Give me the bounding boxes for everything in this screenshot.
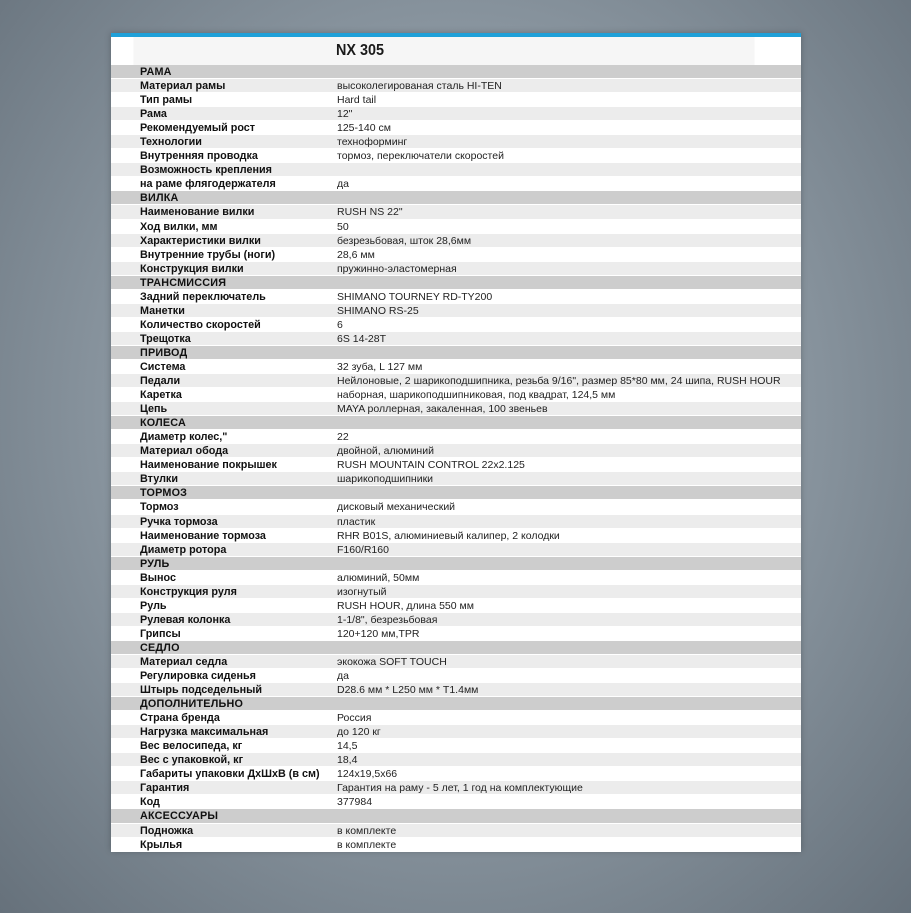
spec-value: высоколегированая сталь HI-TEN xyxy=(337,80,502,93)
spec-label: Гарантия xyxy=(140,782,190,795)
section-title: ТОРМОЗ xyxy=(140,487,188,500)
section-title: КОЛЕСА xyxy=(140,417,187,430)
section-header xyxy=(111,65,801,79)
spec-value: алюминий, 50мм xyxy=(337,571,420,584)
spec-label: Наименование тормоза xyxy=(140,529,266,542)
section-title: СЕДЛО xyxy=(140,641,180,654)
section-header xyxy=(111,641,801,655)
spec-label: Вес с упаковкой, кг xyxy=(140,754,244,767)
spec-row xyxy=(111,739,801,753)
spec-value: 32 зуба, L 127 мм xyxy=(337,360,423,373)
spec-row xyxy=(111,753,801,767)
spec-row xyxy=(111,107,801,121)
spec-row xyxy=(111,529,801,543)
spec-row xyxy=(111,571,801,585)
spec-row xyxy=(111,838,801,852)
spec-value: в комплекте xyxy=(337,824,397,837)
spec-label: Трещотка xyxy=(140,332,191,345)
spec-row xyxy=(111,79,801,93)
spec-label: Диаметр ротора xyxy=(140,543,227,556)
spec-row xyxy=(111,824,801,838)
spec-row xyxy=(111,472,801,486)
spec-sheet xyxy=(111,33,801,851)
spec-label: Конструкция вилки xyxy=(140,262,244,275)
spec-value: 377984 xyxy=(337,796,373,809)
spec-value: изогнутый xyxy=(337,585,387,598)
spec-value: Россия xyxy=(337,712,372,725)
spec-row xyxy=(111,767,801,781)
spec-row xyxy=(111,711,801,725)
spec-value: 120+120 мм,TPR xyxy=(337,627,420,640)
spec-row xyxy=(111,402,801,416)
spec-value: в комплекте xyxy=(337,838,397,851)
spec-label: Система xyxy=(140,360,186,373)
spec-row xyxy=(111,248,801,262)
spec-label: Внутренняя проводка xyxy=(140,150,258,163)
section-title: ТРАНСМИССИЯ xyxy=(140,276,227,289)
spec-value: шарикоподшипники xyxy=(337,473,434,486)
spec-row xyxy=(111,332,801,346)
spec-value: 1-1/8", безрезьбовая xyxy=(337,613,438,626)
section-header xyxy=(111,276,801,290)
spec-row xyxy=(111,795,801,809)
spec-row xyxy=(111,655,801,669)
section-header xyxy=(111,191,801,205)
spec-row xyxy=(111,444,801,458)
spec-row xyxy=(111,669,801,683)
spec-value: Нейлоновые, 2 шарикоподшипника, резьба 9/16", размер 85*80 мм, 24 шипа, RUSH HOUR xyxy=(337,375,781,388)
spec-row xyxy=(111,177,801,191)
spec-value: да xyxy=(337,178,349,191)
spec-value: наборная, шарикоподшипниковая, под квадрат, 124,5 мм xyxy=(337,389,616,402)
spec-row xyxy=(111,683,801,697)
spec-value: 22 xyxy=(337,431,349,444)
section-title: РУЛЬ xyxy=(140,557,170,570)
spec-value: 50 xyxy=(337,220,349,233)
spec-label: Рекомендуемый рост xyxy=(140,122,256,135)
spec-value: пружинно-эластомерная xyxy=(337,262,457,275)
spec-label: Тормоз xyxy=(140,501,179,514)
spec-row xyxy=(111,374,801,388)
spec-label: Материал рамы xyxy=(140,80,226,93)
section-header xyxy=(111,486,801,500)
spec-row xyxy=(111,304,801,318)
spec-row xyxy=(111,135,801,149)
section-title: ПРИВОД xyxy=(140,346,188,359)
spec-row xyxy=(111,360,801,374)
spec-value: 124x19,5x66 xyxy=(337,768,398,781)
spec-value: до 120 кг xyxy=(337,726,381,739)
spec-label: Наименование покрышек xyxy=(140,459,277,472)
spec-label: Габариты упаковки ДхШхВ (в см) xyxy=(140,768,320,781)
spec-label: Технологии xyxy=(140,136,202,149)
spec-label: на раме флягодержателя xyxy=(140,178,276,191)
spec-row xyxy=(111,458,801,472)
spec-row xyxy=(111,262,801,276)
spec-label: Грипсы xyxy=(140,627,181,640)
spec-label: Страна бренда xyxy=(140,712,220,725)
section-header xyxy=(111,809,801,823)
spec-row xyxy=(111,613,801,627)
spec-label: Материал седла xyxy=(140,655,228,668)
spec-label: Вес велосипеда, кг xyxy=(140,740,243,753)
spec-label: Характеристики вилки xyxy=(140,234,261,247)
spec-label: Материал обода xyxy=(140,445,229,458)
spec-value: 18,4 xyxy=(337,754,358,767)
spec-value: Гарантия на раму - 5 лет, 1 год на комплектующие xyxy=(337,782,583,795)
spec-value: 125-140 см xyxy=(337,122,391,135)
spec-value: D28.6 мм * L250 мм * T1.4мм xyxy=(337,684,479,697)
section-title: АКСЕССУАРЫ xyxy=(140,810,219,823)
section-header xyxy=(111,557,801,571)
section-header xyxy=(111,346,801,360)
section-title: РАМА xyxy=(140,66,172,78)
spec-label: Тип рамы xyxy=(140,94,193,107)
spec-label: Вынос xyxy=(140,571,176,584)
spec-row xyxy=(111,500,801,514)
spec-row xyxy=(111,121,801,135)
spec-label: Нагрузка максимальная xyxy=(140,726,269,739)
spec-label: Руль xyxy=(140,599,167,612)
spec-label: Педали xyxy=(140,375,181,388)
spec-label: Рама xyxy=(140,108,167,121)
spec-row xyxy=(111,781,801,795)
spec-value: 14,5 xyxy=(337,740,358,753)
spec-label: Диаметр колес," xyxy=(140,431,228,444)
spec-value: 6S 14-28T xyxy=(337,332,387,345)
spec-label: Штырь подседельный xyxy=(140,684,263,697)
section-title: ВИЛКА xyxy=(140,192,179,205)
spec-label: Количество скоростей xyxy=(140,318,261,331)
spec-value: SHIMANO TOURNEY RD-TY200 xyxy=(337,290,493,303)
spec-value: техноформинг xyxy=(337,136,408,149)
spec-label: Втулки xyxy=(140,473,178,486)
spec-value: тормоз, переключатели скоростей xyxy=(337,150,504,163)
spec-row xyxy=(111,220,801,234)
spec-label: Возможность крепления xyxy=(140,164,272,177)
section-header xyxy=(111,416,801,430)
spec-label: Регулировка сиденья xyxy=(140,670,256,683)
spec-row xyxy=(111,318,801,332)
spec-label: Рулевая колонка xyxy=(140,613,231,626)
spec-value: SHIMANO RS-25 xyxy=(337,304,419,317)
spec-label: Каретка xyxy=(140,389,182,402)
spec-value: Hard tail xyxy=(337,94,377,107)
spec-row xyxy=(111,290,801,304)
spec-label: Подножка xyxy=(140,824,194,837)
spec-value: MAYA роллерная, закаленная, 100 звеньев xyxy=(337,403,548,416)
spec-value: 12" xyxy=(337,108,353,121)
model-title: NX 305 xyxy=(134,37,755,65)
spec-row xyxy=(111,234,801,248)
spec-value: экокожа SOFT TOUCH xyxy=(337,655,447,668)
spec-row xyxy=(111,515,801,529)
spec-value: безрезьбовая, шток 28,6мм xyxy=(337,234,472,247)
spec-label: Ручка тормоза xyxy=(140,515,218,528)
spec-row xyxy=(111,93,801,107)
spec-value: 28,6 мм xyxy=(337,248,375,261)
spec-label: Цепь xyxy=(140,403,168,416)
spec-label: Конструкция руля xyxy=(140,585,237,598)
spec-value: RHR B01S, алюминиевый калипер, 2 колодки xyxy=(337,529,560,542)
spec-value: RUSH MOUNTAIN CONTROL 22x2.125 xyxy=(337,459,525,472)
spec-label: Код xyxy=(140,796,160,809)
spec-row xyxy=(111,725,801,739)
spec-row xyxy=(111,627,801,641)
spec-value: RUSH NS 22" xyxy=(337,206,403,219)
spec-label: Наименование вилки xyxy=(140,206,255,219)
spec-label: Задний переключатель xyxy=(140,290,266,303)
spec-value: пластик xyxy=(337,515,376,528)
section-title: ДОПОЛНИТЕЛЬНО xyxy=(140,698,244,711)
spec-value: да xyxy=(337,670,349,683)
spec-row xyxy=(111,205,801,219)
spec-value: дисковый механический xyxy=(337,501,456,514)
spec-table xyxy=(111,65,801,852)
spec-value: 6 xyxy=(337,318,343,331)
spec-row xyxy=(111,599,801,613)
spec-label: Внутренние трубы (ноги) xyxy=(140,248,276,261)
spec-value: F160/R160 xyxy=(337,543,389,556)
spec-row xyxy=(111,163,801,177)
spec-row xyxy=(111,543,801,557)
spec-row xyxy=(111,388,801,402)
spec-row xyxy=(111,149,801,163)
spec-row xyxy=(111,585,801,599)
spec-value: двойной, алюминий xyxy=(337,445,434,458)
section-header xyxy=(111,697,801,711)
spec-label: Ход вилки, мм xyxy=(140,220,218,233)
spec-value: RUSH HOUR, длина 550 мм xyxy=(337,599,474,612)
spec-label: Манетки xyxy=(140,304,185,317)
spec-row xyxy=(111,430,801,444)
spec-label: Крылья xyxy=(140,838,183,851)
